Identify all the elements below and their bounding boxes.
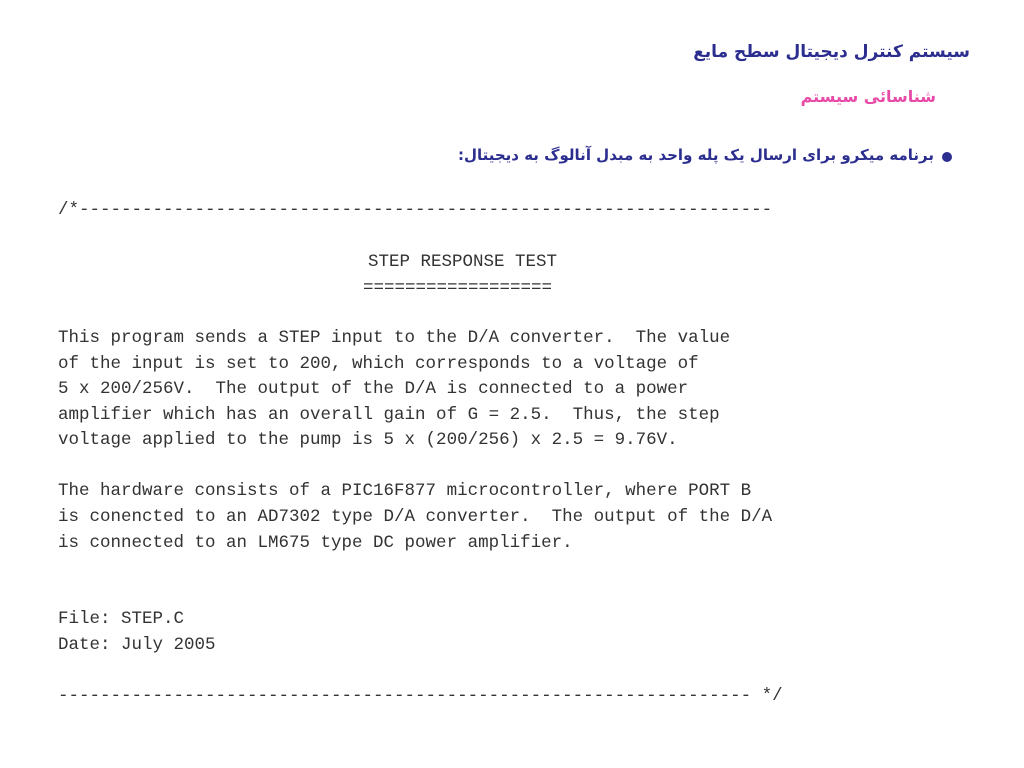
slide-title: سیستم کنترل دیجیتال سطح مایع <box>693 42 970 62</box>
file-line: File: STEP.C <box>58 609 185 629</box>
code-line: amplifier which has an overall gain of G = 2.5. Thus, the step <box>58 405 720 425</box>
bullet-text: برنامه میکرو برای ارسال یک پله واحد به مبدل آنالوگ به دیجیتال: <box>457 146 934 164</box>
date-line: Date: July 2005 <box>58 635 216 655</box>
code-line: 5 x 200/256V. The output of the D/A is connected to a power <box>58 379 689 399</box>
bullet-dot-icon <box>942 152 952 162</box>
code-line: of the input is set to 200, which corresponds to a voltage of <box>58 354 699 374</box>
code-heading-underline: ================== <box>363 278 553 298</box>
comment-open-line: /*------------------------------------------------------------------ <box>58 200 773 220</box>
comment-close-line: ------------------------------------------------------------------ */ <box>58 686 783 706</box>
slide-subtitle: شناسائی سیستم <box>800 87 936 106</box>
code-heading: STEP RESPONSE TEST <box>368 252 558 272</box>
code-line: The hardware consists of a PIC16F877 microcontroller, where PORT B <box>58 481 752 501</box>
code-line: is conencted to an AD7302 type D/A converter. The output of the D/A <box>58 507 773 527</box>
code-line: is connected to an LM675 type DC power amplifier. <box>58 533 573 553</box>
code-line: This program sends a STEP input to the D/A converter. The value <box>58 328 731 348</box>
code-line: voltage applied to the pump is 5 x (200/256) x 2.5 = 9.76V. <box>58 430 678 450</box>
